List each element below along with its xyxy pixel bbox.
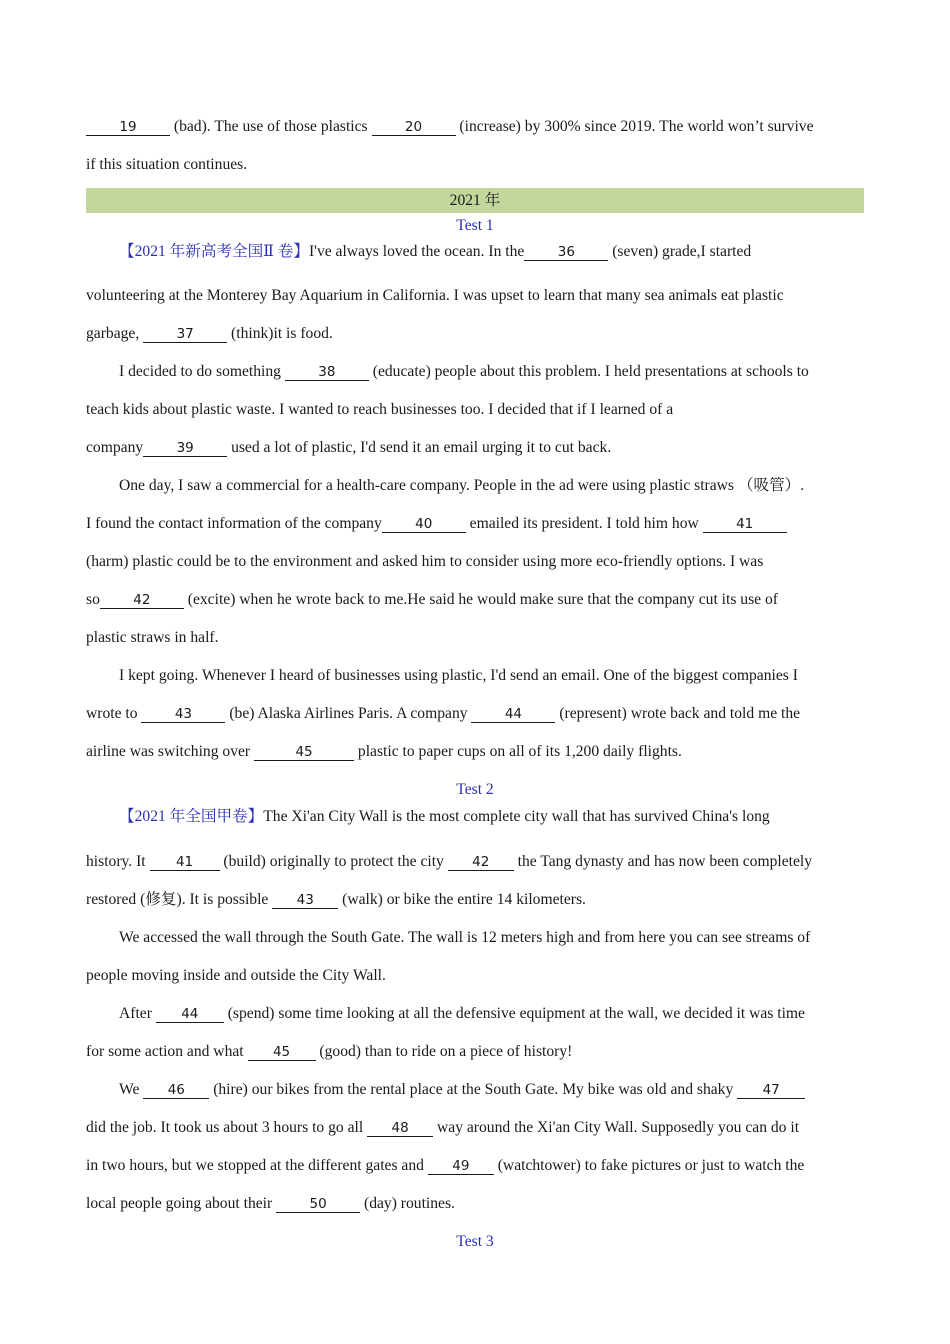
text: I decided to do something — [119, 363, 285, 380]
blank-45[interactable]: 45 — [248, 1044, 316, 1061]
test-2-title: Test 2 — [456, 781, 494, 798]
text: I've always loved the ocean. In the — [308, 243, 525, 260]
text: (good) than to ride on a piece of history! — [315, 1043, 573, 1060]
blank-38[interactable]: 38 — [285, 364, 369, 381]
test2-p4-l4 — [86, 1185, 864, 1223]
test1-p4-l2 — [86, 695, 864, 733]
text: local people going about their — [86, 1195, 277, 1212]
test1-p2-l2: teach kids about plastic waste. I wanted to reach businesses too. I decided that if I learned of a — [86, 401, 674, 418]
text: restored (修复). It is possible — [86, 891, 273, 908]
blank-44[interactable]: 44 — [471, 706, 555, 723]
blank-47[interactable]: 47 — [737, 1082, 805, 1099]
text: for some action and what — [86, 1043, 248, 1060]
test1-p1-l3 — [86, 315, 864, 353]
text: (represent) wrote back and told me the — [555, 705, 801, 722]
text: (seven) grade,I started — [608, 243, 752, 260]
blank-39[interactable]: 39 — [143, 440, 227, 457]
test1-p3-l5: plastic straws in half. — [86, 629, 219, 646]
blank-36[interactable]: 36 — [524, 244, 608, 261]
text: I found the contact information of the company — [86, 515, 382, 532]
text: way around the Xi'an City Wall. Supposedly you can do it — [433, 1119, 800, 1136]
text: airline was switching over — [86, 743, 255, 760]
text: history. It — [86, 853, 150, 870]
year-header: 2021 年 — [86, 188, 864, 213]
blank-20[interactable]: 20 — [372, 119, 456, 136]
test2-p4-l2 — [86, 1109, 864, 1147]
text: (be) Alaska Airlines Paris. A company — [225, 705, 472, 722]
text: (hire) our bikes from the rental place at the South Gate. My bike was old and shaky — [209, 1081, 738, 1098]
test2-p3-l2 — [86, 1033, 864, 1071]
source-label: 【2021 年全国甲卷】 — [119, 808, 264, 825]
text: (educate) people about this problem. I held presentations at schools to — [368, 363, 809, 380]
text: (increase) by 300% since 2019. The world won’t survive — [455, 118, 814, 135]
text: (excite) when he wrote back to me.He said he would make sure that the company cut its use of — [183, 591, 778, 608]
test-1-title: Test 1 — [456, 217, 494, 234]
text: (walk) or bike the entire 14 kilometers. — [338, 891, 586, 908]
test2-p3-l1 — [86, 995, 864, 1033]
text: (watchtower) to fake pictures or just to watch the — [493, 1157, 805, 1174]
text: so — [86, 591, 100, 608]
test1-p3-l4 — [86, 581, 864, 619]
text: (day) routines. — [360, 1195, 455, 1212]
blank-50[interactable]: 50 — [276, 1196, 360, 1213]
blank-40[interactable]: 40 — [382, 516, 466, 533]
blank-46[interactable]: 46 — [143, 1082, 209, 1099]
text: (spend) some time looking at all the defensive equipment at the wall, we decided it was time — [223, 1005, 805, 1022]
blank-37[interactable]: 37 — [143, 326, 227, 343]
text: garbage, — [86, 325, 144, 342]
test2-p1-l2 — [86, 843, 864, 881]
test1-p3-l3: (harm) plastic could be to the environment and asked him to consider using more eco-friendly options. I was — [86, 553, 764, 570]
test2-p1-l1 — [86, 805, 864, 829]
text: the Tang dynasty and has now been completely — [513, 853, 813, 870]
text: (bad). The use of those plastics — [170, 118, 372, 135]
text: We — [119, 1081, 144, 1098]
test-3-title: Test 3 — [456, 1233, 494, 1250]
source-label: 【2021 年新高考全国Ⅱ 卷】 — [119, 243, 309, 260]
blank-43[interactable]: 43 — [141, 706, 225, 723]
text: After — [119, 1005, 156, 1022]
test2-p1-l3 — [86, 881, 864, 919]
test1-p1-l1 — [86, 239, 864, 265]
test1-p1-l2: volunteering at the Monterey Bay Aquarium in California. I was upset to learn that many sea animals eat plastic — [86, 287, 784, 304]
blank-49[interactable]: 49 — [428, 1158, 494, 1175]
text: did the job. It took us about 3 hours to go all — [86, 1119, 368, 1136]
text: (build) originally to protect the city — [219, 853, 448, 870]
blank-44[interactable]: 44 — [156, 1006, 224, 1023]
blank-42[interactable]: 42 — [100, 592, 184, 609]
test1-p4-l3 — [86, 733, 864, 771]
blank-43[interactable]: 43 — [272, 892, 338, 909]
test1-p3-l2 — [86, 505, 864, 543]
blank-42[interactable]: 42 — [448, 854, 514, 871]
test2-p4-l3 — [86, 1147, 864, 1185]
blank-48[interactable]: 48 — [367, 1120, 433, 1137]
text: used a lot of plastic, I'd send it an email urging it to cut back. — [227, 439, 612, 456]
blank-45[interactable]: 45 — [254, 744, 354, 761]
document-page — [86, 108, 864, 1257]
text: in two hours, but we stopped at the different gates and — [86, 1157, 428, 1174]
text: wrote to — [86, 705, 142, 722]
text: The Xi'an City Wall is the most complete city wall that has survived China's long — [263, 808, 770, 825]
test1-p3-l1: One day, I saw a commercial for a health-care company. People in the ad were using plastic straws （吸管）. — [119, 477, 805, 494]
test1-p2-l1 — [86, 353, 864, 391]
text: company — [86, 439, 144, 456]
test2-p2-l2: people moving inside and outside the City Wall. — [86, 967, 386, 984]
text: (think)it is food. — [227, 325, 333, 342]
blank-19[interactable]: 19 — [86, 119, 170, 136]
blank-41[interactable]: 41 — [150, 854, 220, 871]
intro-line-2: if this situation continues. — [86, 156, 248, 173]
test1-p2-l3 — [86, 429, 864, 467]
text: emailed its president. I told him how — [465, 515, 703, 532]
test2-p2-l1: We accessed the wall through the South Gate. The wall is 12 meters high and from here you can see streams of — [119, 929, 811, 946]
text: plastic to paper cups on all of its 1,200 daily flights. — [354, 743, 682, 760]
test1-p4-l1: I kept going. Whenever I heard of businesses using plastic, I'd send an email. One of the biggest companies I — [119, 667, 798, 684]
blank-41[interactable]: 41 — [703, 516, 787, 533]
test2-p4-l1 — [86, 1071, 864, 1109]
intro-line-1 — [86, 108, 864, 146]
